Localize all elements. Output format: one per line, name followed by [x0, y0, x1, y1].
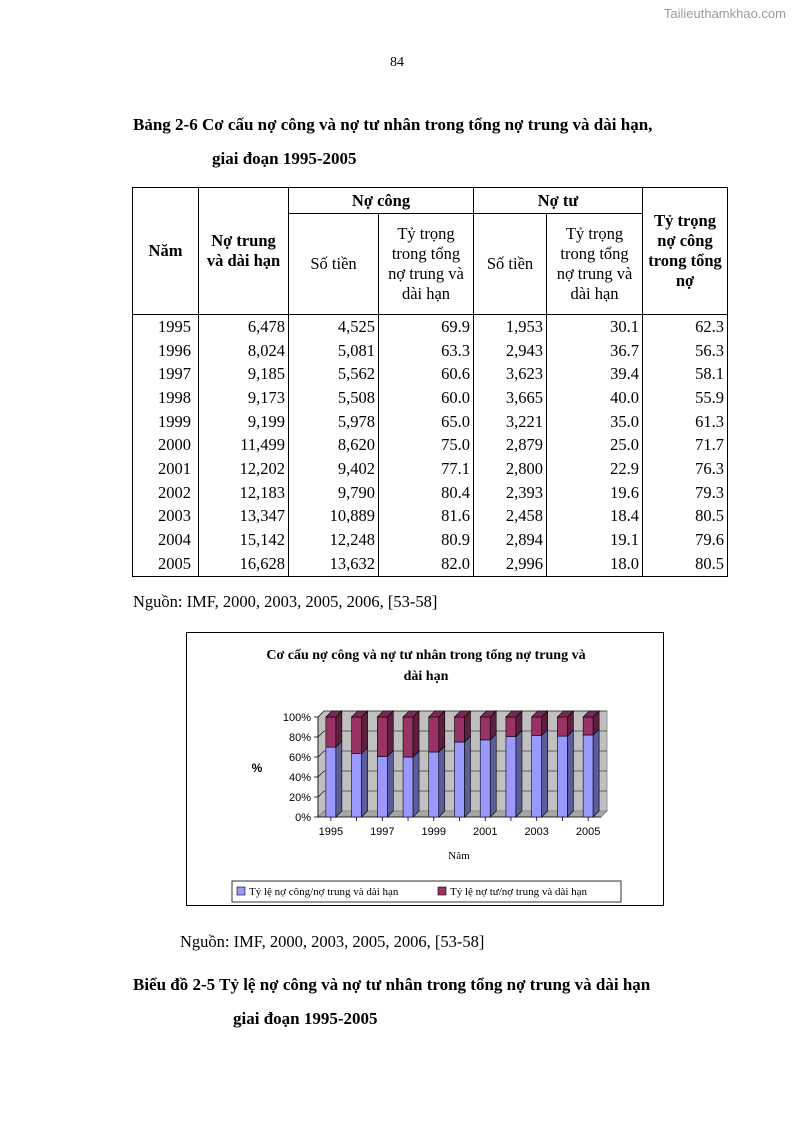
- table-cell: 82.0: [379, 552, 474, 576]
- table-cell: 12,202: [199, 457, 289, 481]
- table-cell: 9,185: [199, 362, 289, 386]
- chart-source: Nguồn: IMF, 2000, 2003, 2005, 2006, [53-58]: [180, 932, 485, 951]
- bar-private-2001: [480, 717, 490, 740]
- table-cell: 39.4: [547, 362, 643, 386]
- bar-private-1997: [377, 717, 387, 756]
- bar-public-1996: [352, 754, 362, 817]
- table-cell: 2,996: [474, 552, 547, 576]
- bar-private-2004: [557, 717, 567, 736]
- table-cell: 2,800: [474, 457, 547, 481]
- table-row: [133, 339, 728, 363]
- table-cell: 40.0: [547, 386, 643, 410]
- table-cell: 3,665: [474, 386, 547, 410]
- table-cell: 69.9: [379, 315, 474, 339]
- bar-public-2004: [557, 736, 567, 817]
- bar-private-2002: [506, 717, 516, 737]
- table-cell: 62.3: [643, 315, 728, 339]
- table-cell: 80.4: [379, 481, 474, 505]
- bar-private-side: [387, 711, 393, 756]
- y-tick-label: 40%: [288, 772, 311, 784]
- debt-structure-table: [132, 187, 728, 577]
- table-cell: 2004: [133, 528, 199, 552]
- header-public-share: Tỷ trọng trong tổng nợ trung và dài hạn: [379, 214, 474, 315]
- table-cell: 8,620: [289, 433, 379, 457]
- table-cell: 25.0: [547, 433, 643, 457]
- bar-public-1999: [429, 752, 439, 817]
- bar-public-side: [362, 748, 368, 817]
- page-number: 84: [390, 55, 404, 70]
- table-row: [133, 457, 728, 481]
- bar-private-1999: [429, 717, 439, 752]
- table-cell: 6,478: [199, 315, 289, 339]
- table-cell: 3,221: [474, 410, 547, 434]
- table-cell: 60.0: [379, 386, 474, 410]
- table-caption: Bảng 2-6 Cơ cấu nợ công và nợ tư nhân trong tổng nợ trung và dài hạn,: [133, 115, 653, 134]
- table-caption-continued: giai đoạn 1995-2005: [212, 149, 357, 168]
- table-cell: 2002: [133, 481, 199, 505]
- table-cell: 65.0: [379, 410, 474, 434]
- x-tick-label: 1997: [370, 826, 395, 838]
- table-cell: 13,347: [199, 505, 289, 529]
- bar-public-1995: [326, 747, 336, 817]
- table-cell: 5,081: [289, 339, 379, 363]
- bar-private-1995: [326, 717, 336, 747]
- table-row: [133, 386, 728, 410]
- bar-private-2005: [583, 717, 593, 735]
- table-cell: 13,632: [289, 552, 379, 576]
- bar-public-2002: [506, 737, 516, 817]
- table-cell: 36.7: [547, 339, 643, 363]
- bar-public-2001: [480, 740, 490, 817]
- table-cell: 19.6: [547, 481, 643, 505]
- table-row: [133, 528, 728, 552]
- y-tick-label: 60%: [288, 752, 311, 764]
- legend-swatch-private: [438, 887, 446, 895]
- x-tick-label: 2003: [524, 826, 549, 838]
- table-cell: 9,790: [289, 481, 379, 505]
- table-cell: 3,623: [474, 362, 547, 386]
- table-row: [133, 481, 728, 505]
- header-year: Năm: [133, 188, 199, 315]
- bar-public-side: [387, 750, 393, 817]
- table-cell: 2003: [133, 505, 199, 529]
- legend-label-private: Tỷ lệ nợ tư/nợ trung và dài hạn: [450, 886, 588, 898]
- header-private-share: Tỷ trọng trong tổng nợ trung và dài hạn: [547, 214, 643, 315]
- table-cell: 2000: [133, 433, 199, 457]
- table-cell: 56.3: [643, 339, 728, 363]
- table-row: [133, 552, 728, 576]
- bar-public-2000: [455, 742, 465, 817]
- bar-private-side: [439, 711, 445, 752]
- watermark: Tailieuthamkhao.com: [663, 6, 786, 21]
- table-cell: 1997: [133, 362, 199, 386]
- bar-private-side: [413, 711, 419, 757]
- header-private-debt: Nợ tư: [474, 188, 643, 214]
- table-cell: 35.0: [547, 410, 643, 434]
- table-cell: 79.3: [643, 481, 728, 505]
- bar-public-side: [593, 729, 599, 817]
- table-cell: 1996: [133, 339, 199, 363]
- table-cell: 81.6: [379, 505, 474, 529]
- x-axis-label: Năm: [448, 850, 470, 862]
- table-row: [133, 315, 728, 339]
- table-cell: 9,173: [199, 386, 289, 410]
- table-cell: 76.3: [643, 457, 728, 481]
- bar-public-side: [336, 741, 342, 817]
- table-cell: 18.4: [547, 505, 643, 529]
- bar-public-1997: [377, 756, 387, 817]
- table-cell: 9,199: [199, 410, 289, 434]
- table-cell: 2005: [133, 552, 199, 576]
- x-tick-label: 2005: [575, 826, 601, 838]
- table-cell: 58.1: [643, 362, 728, 386]
- bar-public-side: [567, 730, 573, 817]
- chart-frame: [186, 632, 664, 906]
- table-cell: 8,024: [199, 339, 289, 363]
- table-row: [133, 410, 728, 434]
- table-cell: 16,628: [199, 552, 289, 576]
- legend-swatch-public: [237, 887, 245, 895]
- bar-private-side: [362, 711, 368, 754]
- x-tick-label: 1999: [421, 826, 447, 838]
- table-row: [133, 433, 728, 457]
- table-cell: 15,142: [199, 528, 289, 552]
- table-cell: 75.0: [379, 433, 474, 457]
- bar-public-side: [413, 751, 419, 817]
- table-cell: 2,879: [474, 433, 547, 457]
- table-cell: 79.6: [643, 528, 728, 552]
- bar-private-2003: [532, 717, 542, 735]
- table-cell: 10,889: [289, 505, 379, 529]
- table-row: [133, 505, 728, 529]
- figure-caption: Biểu đồ 2-5 Tỷ lệ nợ công và nợ tư nhân trong tổng nợ trung và dài hạn: [133, 975, 651, 994]
- table-cell: 80.5: [643, 505, 728, 529]
- x-tick-label: 1995: [318, 826, 344, 838]
- bar-public-2005: [583, 735, 593, 817]
- table-cell: 30.1: [547, 315, 643, 339]
- chart-title-continued: dài hạn: [403, 669, 449, 684]
- bar-private-1996: [352, 717, 362, 754]
- bar-public-side: [439, 746, 445, 817]
- table-cell: 12,248: [289, 528, 379, 552]
- bar-public-side: [465, 736, 471, 817]
- table-cell: 71.7: [643, 433, 728, 457]
- table-cell: 61.3: [643, 410, 728, 434]
- table-cell: 63.3: [379, 339, 474, 363]
- y-tick-label: 20%: [288, 792, 311, 804]
- table-cell: 2,943: [474, 339, 547, 363]
- header-public-ratio: Tỷ trọng nợ công trong tổng nợ: [643, 188, 728, 315]
- table-cell: 18.0: [547, 552, 643, 576]
- table-cell: 2001: [133, 457, 199, 481]
- table-cell: 9,402: [289, 457, 379, 481]
- y-tick-label: 0%: [295, 812, 311, 824]
- table-cell: 2,894: [474, 528, 547, 552]
- table-cell: 60.6: [379, 362, 474, 386]
- header-private-amount: Số tiền: [474, 214, 547, 315]
- y-tick-label: 100%: [282, 712, 311, 724]
- table-cell: 80.5: [643, 552, 728, 576]
- bar-private-1998: [403, 717, 413, 757]
- table-cell: 5,978: [289, 410, 379, 434]
- table-cell: 1998: [133, 386, 199, 410]
- table-cell: 12,183: [199, 481, 289, 505]
- bar-public-1998: [403, 757, 413, 817]
- header-public-debt: Nợ công: [289, 188, 474, 214]
- table-cell: 1999: [133, 410, 199, 434]
- bar-public-side: [490, 734, 496, 817]
- table-cell: 77.1: [379, 457, 474, 481]
- table-cell: 80.9: [379, 528, 474, 552]
- y-tick-label: 80%: [288, 732, 311, 744]
- table-body: [133, 315, 728, 577]
- y-axis-label: %: [251, 761, 263, 775]
- bar-public-2003: [532, 735, 542, 817]
- table-cell: 1995: [133, 315, 199, 339]
- table-cell: 19.1: [547, 528, 643, 552]
- table-cell: 55.9: [643, 386, 728, 410]
- table-cell: 2,458: [474, 505, 547, 529]
- table-cell: 5,562: [289, 362, 379, 386]
- header-total-debt: Nợ trung và dài hạn: [199, 188, 289, 315]
- table-cell: 4,525: [289, 315, 379, 339]
- table-row: [133, 362, 728, 386]
- figure-caption-continued: giai đoạn 1995-2005: [233, 1009, 378, 1028]
- bar-private-2000: [455, 717, 465, 742]
- table-cell: 5,508: [289, 386, 379, 410]
- table-cell: 11,499: [199, 433, 289, 457]
- bar-public-side: [516, 731, 522, 817]
- table-cell: 22.9: [547, 457, 643, 481]
- legend-label-public: Tỷ lệ nợ công/nợ trung và dài hạn: [249, 886, 399, 898]
- table-cell: 1,953: [474, 315, 547, 339]
- x-tick-label: 2001: [472, 826, 498, 838]
- stacked-bar-chart: [187, 633, 665, 907]
- header-public-amount: Số tiền: [289, 214, 379, 315]
- bar-public-side: [542, 729, 548, 817]
- chart-title: Cơ cấu nợ công và nợ tư nhân trong tổng nợ trung và: [266, 648, 586, 663]
- table-source: Nguồn: IMF, 2000, 2003, 2005, 2006, [53-58]: [133, 592, 438, 611]
- table-cell: 2,393: [474, 481, 547, 505]
